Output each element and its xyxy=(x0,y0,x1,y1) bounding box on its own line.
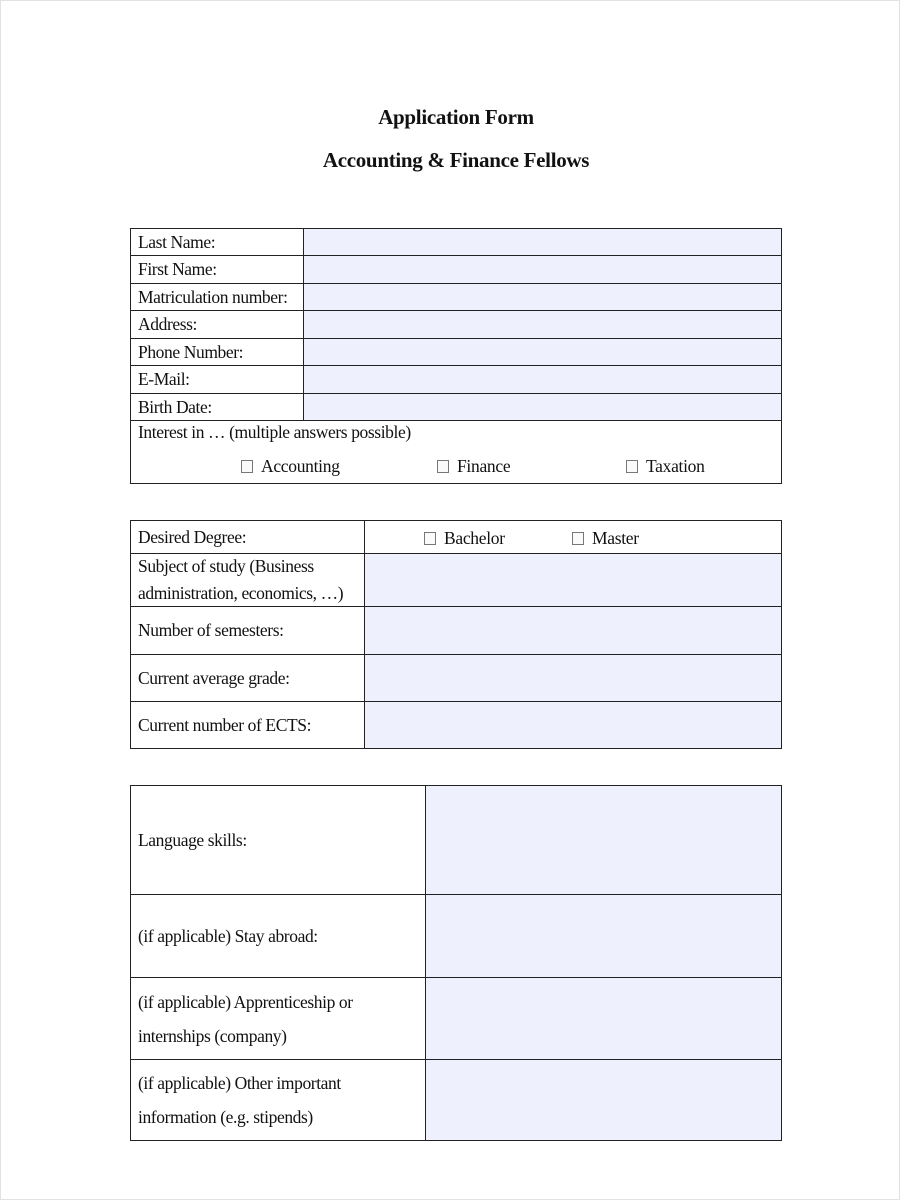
subject-of-study-input[interactable] xyxy=(365,554,781,606)
table-row xyxy=(131,655,781,702)
table-row xyxy=(131,786,781,895)
field-label: First Name: xyxy=(131,256,304,283)
address-input[interactable] xyxy=(304,311,781,338)
checkbox-icon xyxy=(424,532,436,545)
field-label: (if applicable) Stay abroad: xyxy=(131,895,426,977)
field-label: Language skills: xyxy=(131,786,426,894)
interest-label: Interest in … (multiple answers possible) xyxy=(138,422,411,442)
average-grade-input[interactable] xyxy=(365,655,781,701)
option-label: Taxation xyxy=(646,456,705,476)
experience-table xyxy=(130,785,782,1141)
degree-master-checkbox[interactable] xyxy=(572,528,639,549)
form-subtitle: Accounting & Finance Fellows xyxy=(322,148,590,172)
ects-input[interactable] xyxy=(365,702,781,748)
other-information-input[interactable] xyxy=(426,1060,781,1140)
stay-abroad-input[interactable] xyxy=(426,895,781,977)
language-skills-input[interactable] xyxy=(426,786,781,894)
option-label: Bachelor xyxy=(444,528,505,548)
internships-input[interactable] xyxy=(426,978,781,1059)
email-input[interactable] xyxy=(304,366,781,393)
interest-taxation-checkbox[interactable] xyxy=(626,456,705,477)
table-row xyxy=(131,702,781,748)
table-row xyxy=(131,284,781,311)
table-row xyxy=(131,554,781,607)
table-row xyxy=(131,229,781,256)
field-label: Last Name: xyxy=(131,229,304,255)
last-name-input[interactable] xyxy=(304,229,781,255)
semesters-input[interactable] xyxy=(365,607,781,654)
table-row xyxy=(131,339,781,366)
matriculation-number-input[interactable] xyxy=(304,284,781,310)
birth-date-input[interactable] xyxy=(304,394,781,420)
field-label: E-Mail: xyxy=(131,366,304,393)
field-label: Current number of ECTS: xyxy=(131,702,365,748)
phone-number-input[interactable] xyxy=(304,339,781,365)
interest-finance-checkbox[interactable] xyxy=(437,456,510,477)
table-row xyxy=(131,366,781,394)
option-label: Accounting xyxy=(261,456,340,476)
field-label: Current average grade: xyxy=(131,655,365,701)
table-row xyxy=(131,394,781,421)
checkbox-icon xyxy=(626,460,638,473)
personal-info-table xyxy=(130,228,782,484)
checkbox-icon xyxy=(241,460,253,473)
field-label: Matriculation number: xyxy=(131,284,304,310)
interest-row xyxy=(131,421,781,483)
table-row xyxy=(131,978,781,1060)
degree-bachelor-checkbox[interactable] xyxy=(424,528,505,549)
first-name-input[interactable] xyxy=(304,256,781,283)
table-row xyxy=(131,895,781,978)
field-label: (if applicable) Other important information (e.g. stipends) xyxy=(131,1060,426,1140)
field-label: Subject of study (Business administration, economics, …) xyxy=(131,554,365,606)
table-row xyxy=(131,607,781,655)
option-label: Finance xyxy=(457,456,511,476)
checkbox-icon xyxy=(437,460,449,473)
field-label: Number of semesters: xyxy=(131,607,365,654)
checkbox-icon xyxy=(572,532,584,545)
table-row xyxy=(131,1060,781,1140)
table-row xyxy=(131,521,781,554)
table-row xyxy=(131,256,781,284)
study-info-table xyxy=(130,520,782,749)
interest-accounting-checkbox[interactable] xyxy=(241,456,340,477)
field-label: Desired Degree: xyxy=(131,521,365,553)
field-label: Address: xyxy=(131,311,304,338)
field-label: (if applicable) Apprenticeship or internships (company) xyxy=(131,978,426,1059)
field-label: Birth Date: xyxy=(131,394,304,420)
form-title: Application Form xyxy=(378,105,534,129)
option-label: Master xyxy=(592,528,639,548)
table-row xyxy=(131,311,781,339)
field-label: Phone Number: xyxy=(131,339,304,365)
